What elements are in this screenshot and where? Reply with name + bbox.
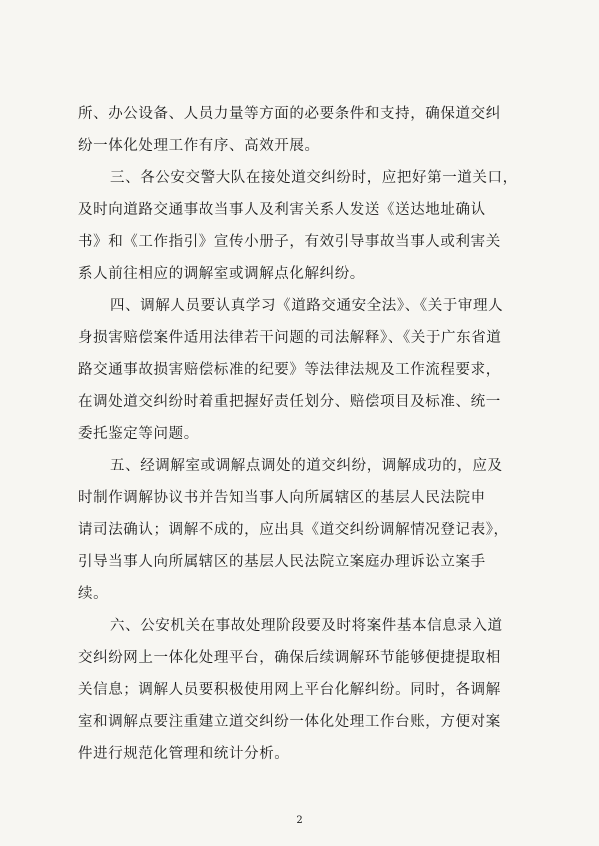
body-text-line: 交纠纷网上一体化处理平台，确保后续调解环节能够便捷提取相 [78, 650, 501, 666]
body-text-line: 纷一体化处理工作有序、高效开展。 [78, 138, 320, 154]
body-text-line: 书》和《工作指引》宣传小册子，有效引导事故当事人或利害关 [78, 234, 501, 250]
body-text-line: 续。 [78, 586, 109, 602]
paragraph-4-line: 四、调解人员要认真学习《道路交通安全法》、《关于审理人 [110, 298, 504, 314]
body-text-line: 引导当事人向所属辖区的基层人民法院立案庭办理诉讼立案手 [78, 554, 486, 570]
body-text-line: 委托鉴定等问题。 [78, 426, 199, 442]
body-text-line: 身损害赔偿案件适用法律若干问题的司法解释》、《关于广东省道 [78, 330, 502, 346]
body-text-line: 室和调解点要注重建立道交纠纷一体化处理工作台账，方便对案 [78, 714, 501, 730]
body-text-line: 件进行规范化管理和统计分析。 [78, 746, 290, 762]
body-text-line: 路交通事故损害赔偿标准的纪要》等法律法规及工作流程要求， [78, 362, 501, 378]
paragraph-3-line: 三、各公安交警大队在接处道交纠纷时，应把好第一道关口， [110, 170, 518, 186]
paragraph-6-line: 六、公安机关在事故处理阶段要及时将案件基本信息录入道 [110, 618, 503, 634]
body-text-line: 所、办公设备、人员力量等方面的必要条件和支持，确保道交纠 [78, 106, 501, 122]
body-text-line: 关信息；调解人员要积极使用网上平台化解纠纷。同时，各调解 [78, 682, 501, 698]
body-text-line: 请司法确认；调解不成的，应出具《道交纠纷调解情况登记表》， [78, 522, 509, 538]
paragraph-5-line: 五、经调解室或调解点调处的道交纠纷，调解成功的，应及 [110, 458, 503, 474]
page-number: 2 [296, 815, 303, 826]
body-text-line: 时制作调解协议书并告知当事人向所属辖区的基层人民法院申 [78, 490, 486, 506]
body-text-line: 在调处道交纠纷时着重把握好责任划分、赔偿项目及标准、统一 [78, 394, 501, 410]
body-text-line: 及时向道路交通事故当事人及利害关系人发送《送达地址确认 [78, 202, 486, 218]
body-text-line: 系人前往相应的调解室或调解点化解纠纷。 [78, 266, 365, 282]
